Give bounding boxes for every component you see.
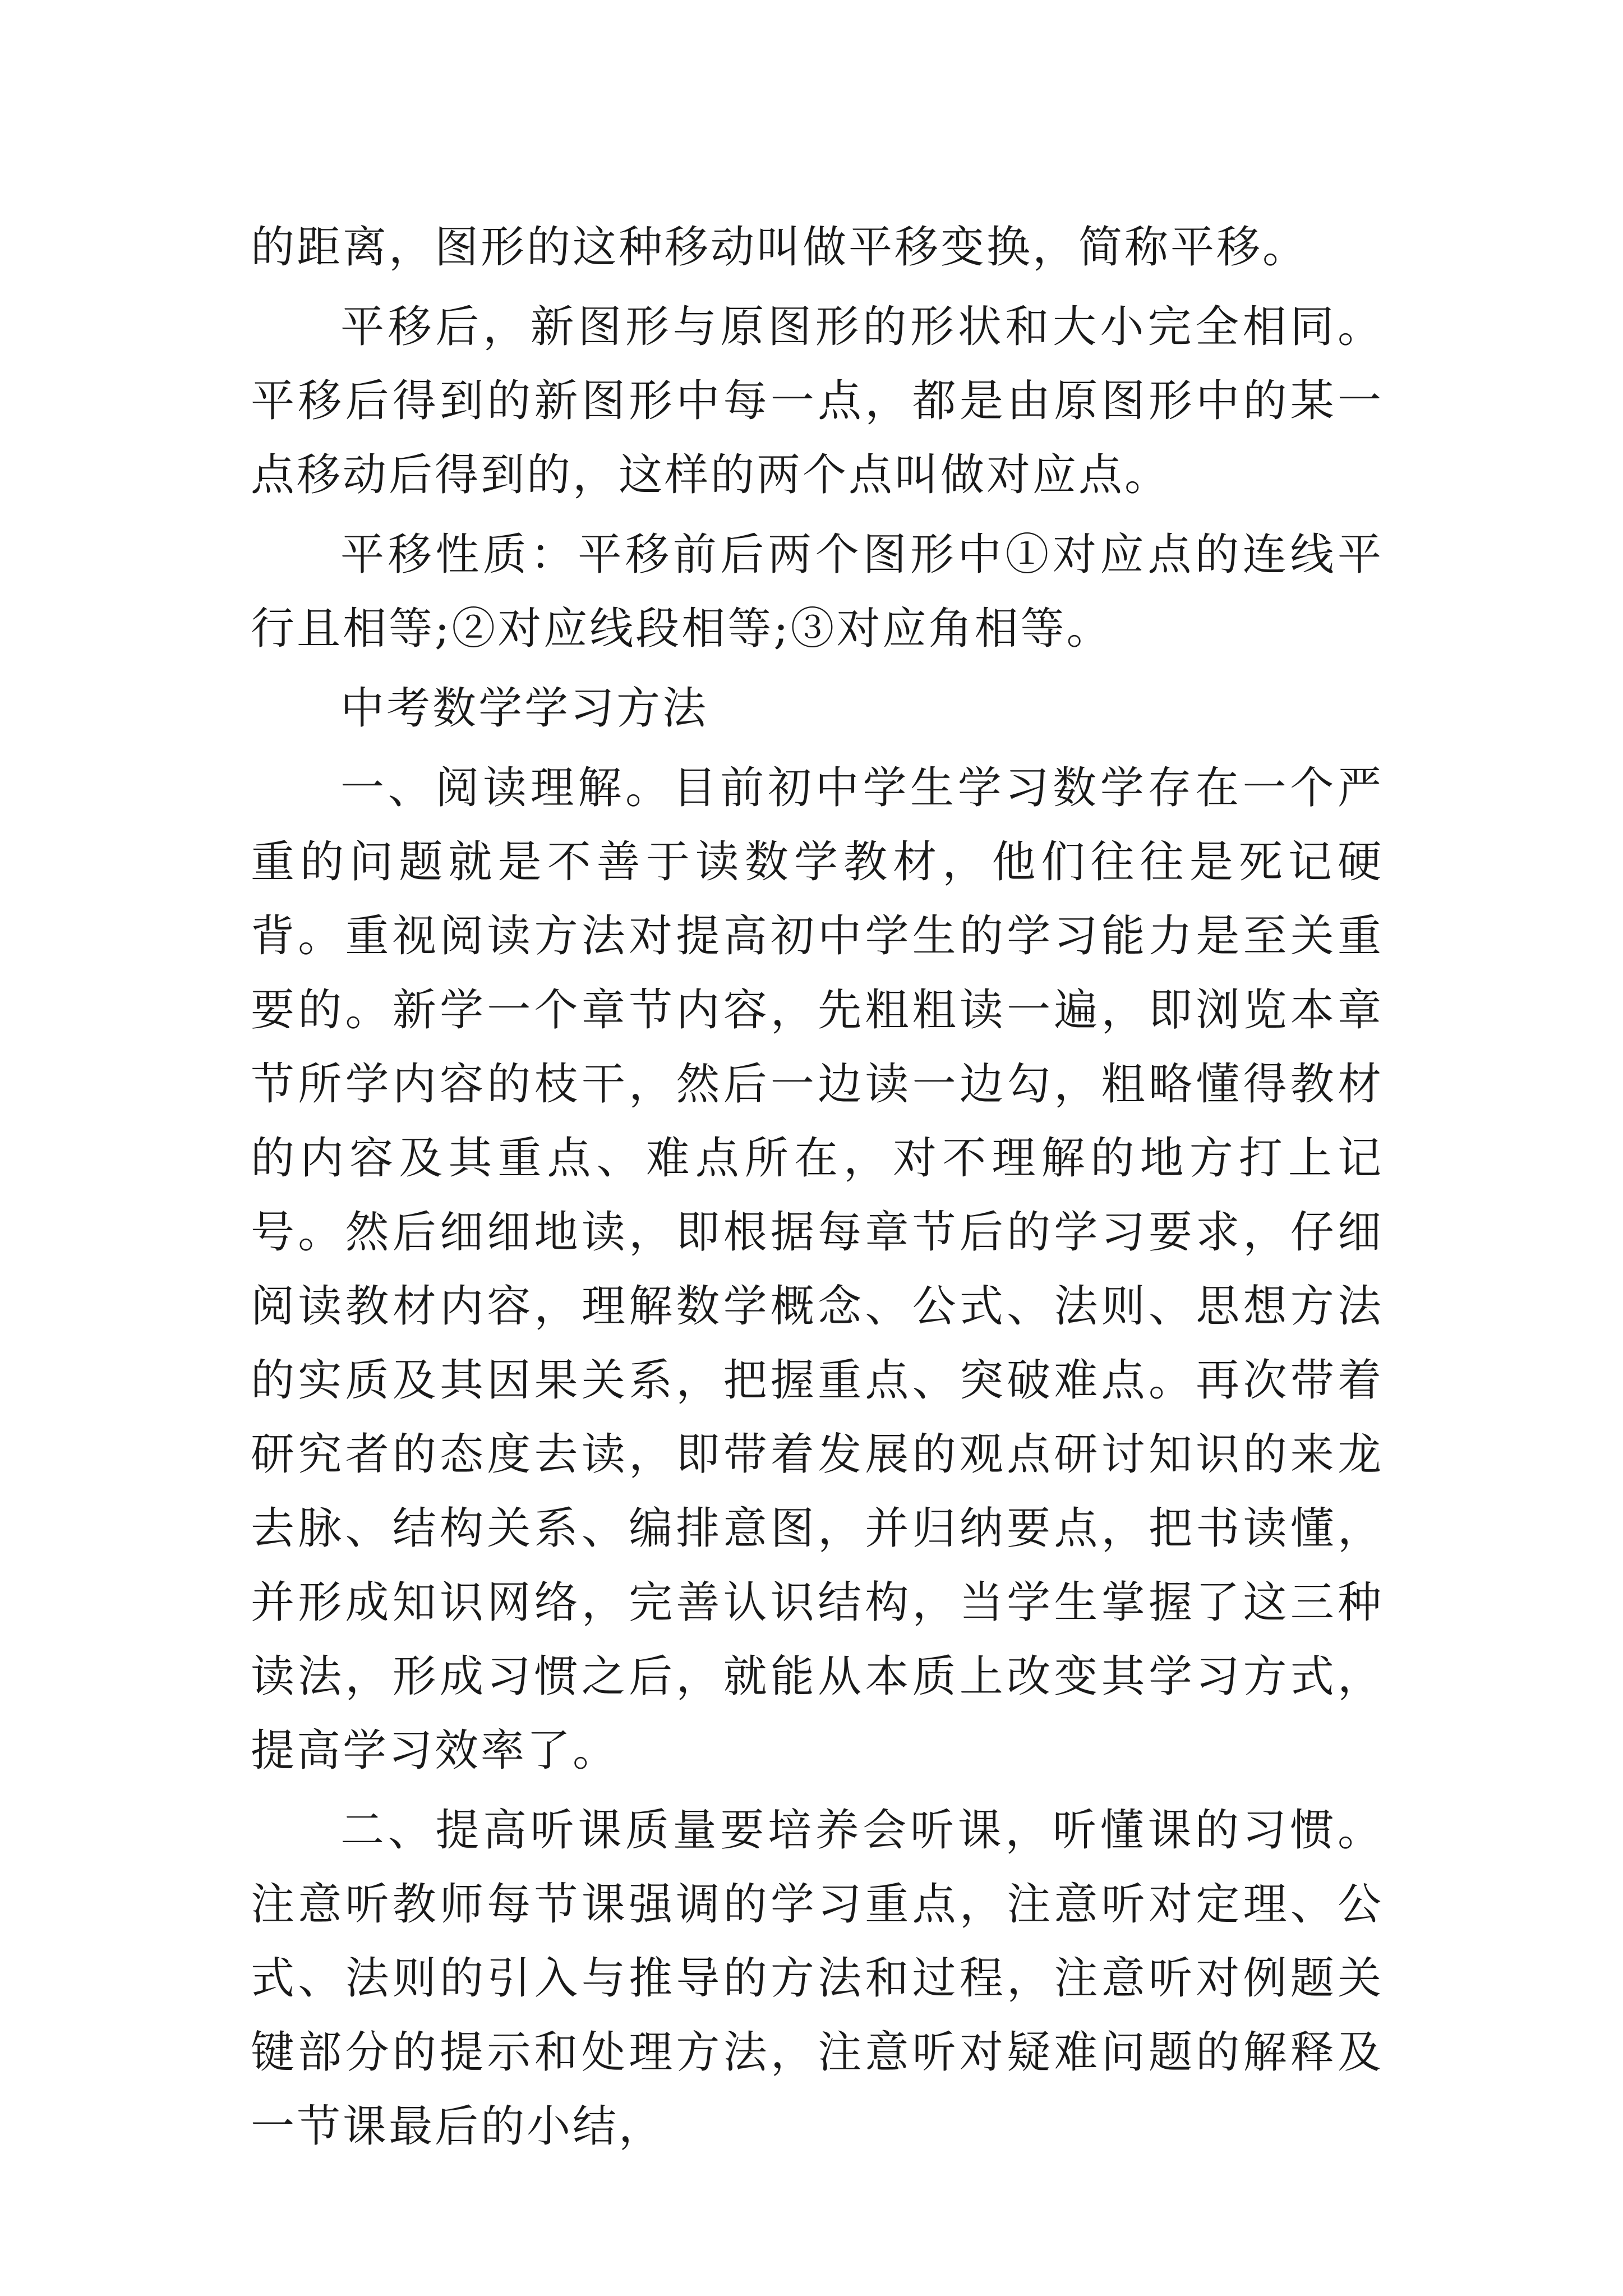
paragraph-reading-comprehension: 一、阅读理解。目前初中学生学习数学存在一个严重的问题就是不善于读数学教材，他们往往是死记硬背。重视阅读方法对提高初中学生的学习能力是至关重要的。新学一个章节内容，先粗粗读一遍，即浏览本章节所学内容的枝干，然后一边读一边勾，粗略懂得教材的内容及其重点、难点所在，对不理解的地方打上记号。然后细细地读，即根据每章节后的学习要求，仔细阅读教材内容，理解数学概念、公式、法则、思想方法的实质及其因果关系，把握重点、突破难点。再次带着研究者的态度去读，即带着发展的观点研讨知识的来龙去脉、结构关系、编排意图，并归纳要点，把书读懂，并形成知识网络，完善认识结构，当学生掌握了这三种读法，形成习惯之后，就能从本质上改变其学习方式，提高学习效率了。 (251, 763, 1384, 1776)
section-heading: 中考数学学习方法 (340, 683, 709, 734)
paragraph-translation-properties: 平移性质：平移前后两个图形中①对应点的连线平行且相等;②对应线段相等;③对应角相等。 (251, 530, 1384, 654)
paragraph-listening-quality: 二、提高听课质量要培养会听课，听懂课的习惯。注意听教师每节课强调的学习重点，注意听对定理、公式、法则的引入与推导的方法和过程，注意听对例题关键部分的提示和处理方法，注意听对疑难问题的解释及一节课最后的小结， (251, 1805, 1384, 2152)
document-body (251, 210, 1384, 2164)
paragraph-translation-properties-shape: 平移后，新图形与原图形的形状和大小完全相同。平移后得到的新图形中每一点，都是由原图形中的某一点移动后得到的，这样的两个点叫做对应点。 (251, 302, 1384, 500)
paragraph-translation-definition-end: 的距离，图形的这种移动叫做平移变换，简称平移。 (251, 222, 1309, 273)
